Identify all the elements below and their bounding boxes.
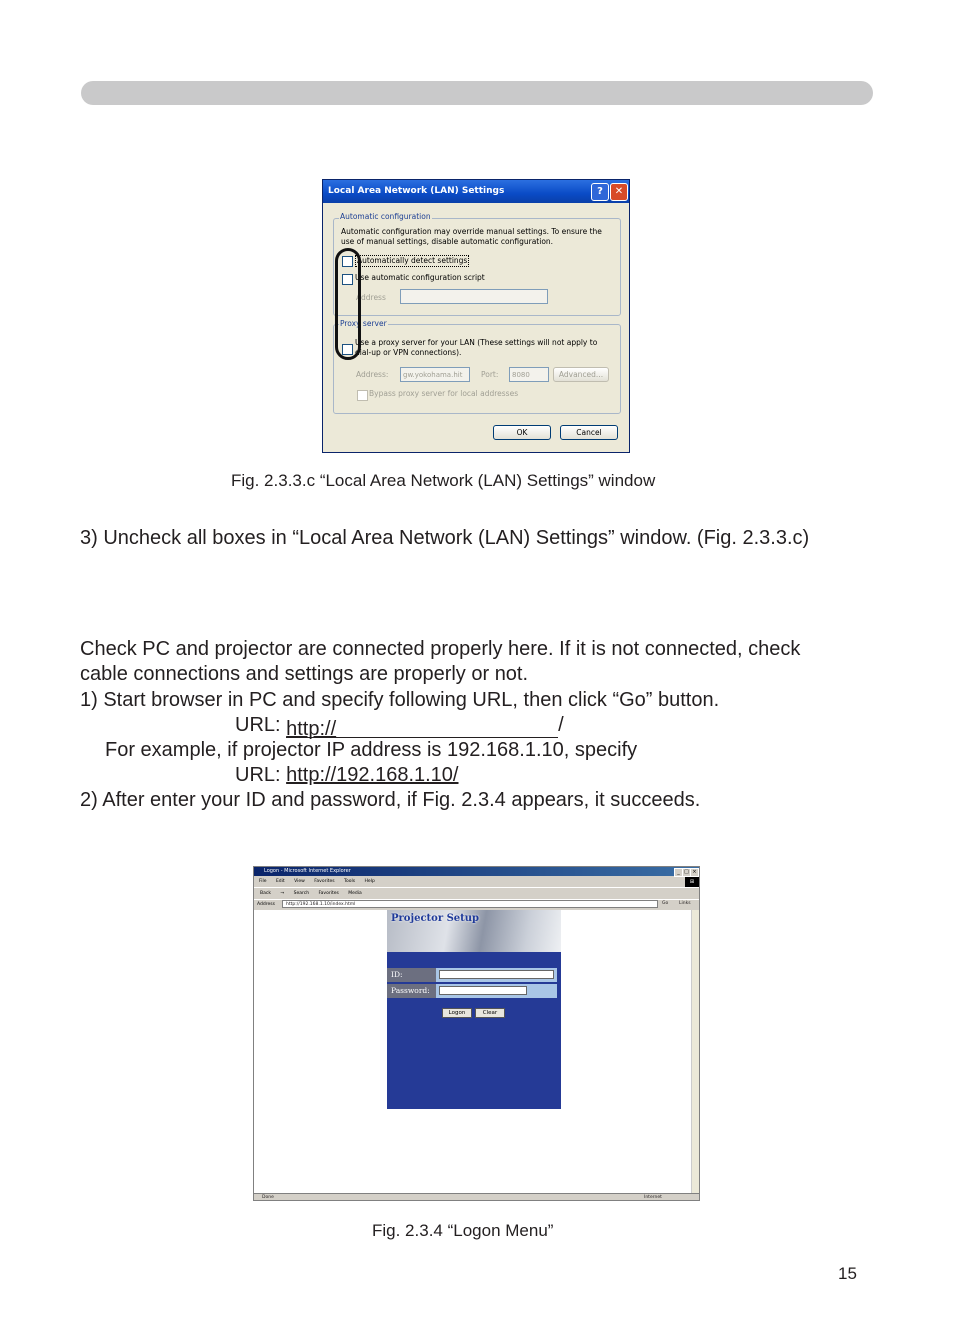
address-input[interactable]: http://192.168.1.10/index.html <box>282 900 658 908</box>
use-proxy-label-2: dial-up or VPN connections). <box>355 348 462 357</box>
close-icon[interactable]: ✕ <box>610 183 628 201</box>
password-row <box>387 984 557 998</box>
dialog-title: Local Area Network (LAN) Settings <box>323 180 629 203</box>
url-blank <box>286 717 558 738</box>
bypass-label: Bypass proxy server for local addresses <box>369 389 519 398</box>
projector-setup-title: Projector Setup <box>391 913 480 924</box>
ie-logon-window <box>253 866 700 1201</box>
menu-file[interactable]: File <box>259 879 267 884</box>
proxy-address-label: Address: <box>356 370 389 379</box>
url-example[interactable]: http://192.168.1.10/ <box>286 764 459 786</box>
menu-view[interactable]: View <box>294 879 305 884</box>
fig-233c-caption: Fig. 2.3.3.c “Local Area Network (LAN) Settings” window <box>231 471 656 490</box>
auto-config-group-label: Automatic configuration <box>340 212 431 221</box>
lan-settings-dialog <box>322 179 630 453</box>
step2-text: 2) After enter your ID and password, if Fig. 2.3.4 appears, it succeeds. <box>80 789 701 811</box>
status-text: Done <box>262 1195 274 1200</box>
logon-button[interactable]: Logon <box>442 1008 472 1018</box>
section-header-bar <box>81 81 873 105</box>
page-number: 15 <box>838 1264 857 1283</box>
clear-button[interactable]: Clear <box>475 1008 505 1018</box>
script-address-label: Address <box>356 293 386 302</box>
projector-setup-banner <box>387 910 561 952</box>
password-label: Password: <box>387 984 436 998</box>
step3-text: 3) Uncheck all boxes in “Local Area Network (LAN) Settings” window. (Fig. 2.3.3.c) <box>80 527 810 549</box>
url-template-line <box>235 713 564 738</box>
password-input[interactable] <box>439 986 527 995</box>
favorites-button[interactable]: Favorites <box>318 891 339 896</box>
proxy-port-field[interactable]: 8080 <box>509 367 549 382</box>
checkbox-highlight-oval <box>335 248 361 360</box>
minimize-icon[interactable]: _ <box>674 868 683 877</box>
ie-status-bar <box>254 1193 699 1201</box>
auto-script-label: Use automatic configuration script <box>355 273 485 282</box>
go-button[interactable]: Go <box>662 901 669 906</box>
search-button[interactable]: Search <box>293 891 310 896</box>
step1-text: 1) Start browser in PC and specify following URL, then click “Go” button. <box>80 689 720 711</box>
zone-text: Internet <box>644 1195 662 1200</box>
back-button[interactable]: Back <box>260 891 271 896</box>
media-button[interactable]: Media <box>348 891 362 896</box>
vertical-scrollbar[interactable] <box>691 910 699 1193</box>
proxy-port-label: Port: <box>481 370 499 379</box>
maximize-icon[interactable]: □ <box>682 868 691 877</box>
ie-window-title: Logon - Microsoft Internet Explorer <box>254 867 699 876</box>
proxy-group-label: Proxy server <box>340 319 387 328</box>
example-text: For example, if projector IP address is 192.168.1.10, specify <box>105 739 638 761</box>
links-label[interactable]: Links <box>679 901 691 906</box>
menu-favorites[interactable]: Favorites <box>314 879 335 884</box>
check-paragraph-line2: cable connections and settings are properly or not. <box>80 663 529 685</box>
url-suffix: / <box>558 714 564 736</box>
bypass-checkbox[interactable] <box>357 390 368 401</box>
id-row <box>387 968 557 982</box>
fig-234-caption: Fig. 2.3.4 “Logon Menu” <box>372 1221 554 1240</box>
ok-button[interactable]: OK <box>493 425 551 440</box>
id-input[interactable] <box>439 970 554 979</box>
id-label: ID: <box>387 968 436 982</box>
help-icon[interactable]: ? <box>591 183 609 201</box>
menu-help[interactable]: Help <box>364 879 375 884</box>
script-address-field[interactable] <box>400 289 548 304</box>
url-label: URL: <box>235 714 287 736</box>
advanced-button[interactable]: Advanced... <box>553 367 609 382</box>
auto-config-desc-1: Automatic configuration may override manual settings. To ensure the <box>341 227 602 236</box>
url-prefix: http:// <box>286 718 337 740</box>
cancel-button[interactable]: Cancel <box>560 425 618 440</box>
check-paragraph-line1: Check PC and projector are connected properly here. If it is not connected, check <box>80 638 801 660</box>
url-example-line <box>235 763 459 788</box>
ie-menu-bar <box>254 877 699 886</box>
use-proxy-label-1: Use a proxy server for your LAN (These settings will not apply to <box>355 338 598 347</box>
windows-logo-icon: ⊞ <box>685 877 699 887</box>
auto-config-desc-2: use of manual settings, disable automatic configuration. <box>341 237 554 246</box>
projector-setup-panel <box>387 910 561 1109</box>
menu-tools[interactable]: Tools <box>344 879 356 884</box>
forward-button[interactable]: → <box>280 891 285 896</box>
url-label-2: URL: <box>235 764 287 786</box>
ie-page-content <box>254 910 691 1193</box>
menu-edit[interactable]: Edit <box>275 879 285 884</box>
auto-detect-label: Automatically detect settings <box>357 256 468 265</box>
proxy-address-field[interactable]: gw.yokohama.hit <box>400 367 470 382</box>
close-icon[interactable]: × <box>690 868 699 877</box>
address-label: Address <box>257 902 275 907</box>
